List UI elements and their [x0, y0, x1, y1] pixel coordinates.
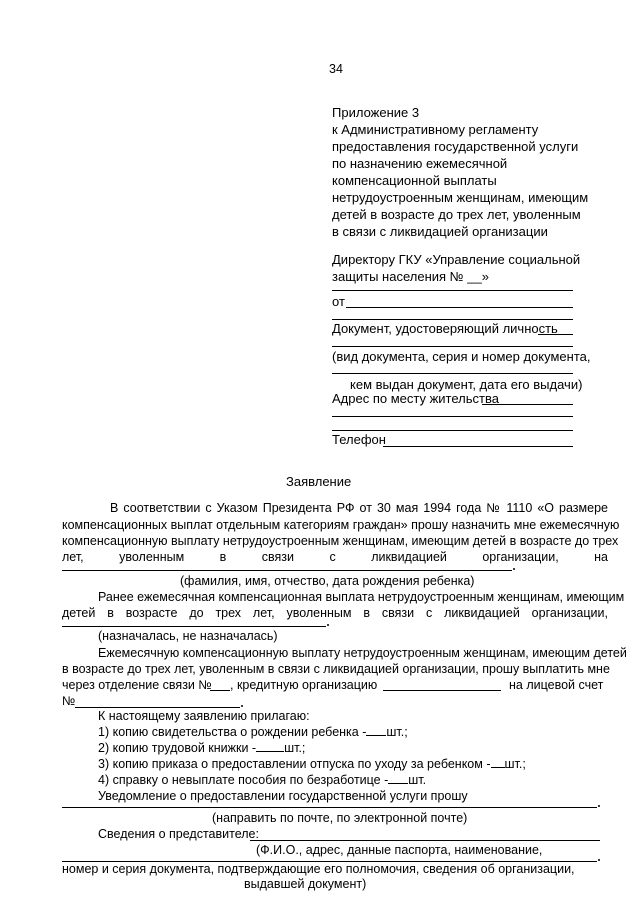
attachment-4-unit: шт.: [408, 773, 427, 787]
notification-label: Уведомление о предоставлении государственной услуги прошу: [98, 789, 468, 803]
representative-label: Сведения о представителе:: [98, 827, 259, 841]
paragraph-1-line-4: [62, 550, 608, 564]
post-office-label: через отделение связи №: [62, 678, 212, 692]
child-name-field-line: [62, 570, 512, 571]
attachment-2-text: 2) копию трудовой книжки -: [98, 741, 257, 755]
appendix-line: предоставления государственной услуги: [332, 139, 579, 154]
post-office-field-line: [210, 690, 230, 691]
period-mark: [241, 705, 243, 707]
paragraph-3-line-1: Ежемесячную компенсационную выплату нетрудоустроенным женщинам, имеющим детей: [98, 646, 627, 660]
representative-field-line: [250, 840, 600, 841]
word: с: [329, 550, 336, 564]
attachments-intro: К настоящему заявлению прилагаю:: [98, 709, 310, 723]
appendix-line: нетрудоустроенным женщинам, имеющим: [332, 190, 589, 205]
attachment-4-text: 4) справку о невыплате пособия по безработице -: [98, 773, 389, 787]
appendix-line: в связи с ликвидацией организации: [332, 224, 548, 239]
rule: [332, 346, 573, 347]
attachment-2: [98, 741, 305, 755]
page-number: 34: [329, 62, 343, 76]
attachment-2-unit: шт.;: [284, 741, 306, 755]
rule: [332, 290, 573, 291]
id-document-field-line: [538, 334, 573, 335]
word: связи: [261, 550, 294, 564]
attachment-1-count-line: [366, 725, 386, 736]
word: лет,: [62, 550, 84, 564]
notification-hint: (направить по почте, по электронной почте): [212, 811, 468, 825]
phone-field-line: [383, 446, 573, 447]
credit-org-field-line: [383, 690, 501, 691]
attachment-1-unit: шт.;: [386, 725, 408, 739]
word: в: [219, 550, 227, 564]
account-number-sign: №: [62, 694, 76, 708]
attachment-3-count-line: [491, 757, 505, 768]
period-mark: [598, 805, 600, 807]
addressee-line-2: защиты населения № __»: [332, 269, 489, 284]
credit-org-label: , кредитную организацию: [230, 678, 378, 692]
paragraph-3-line-2: в возрасте до трех лет, уволенным в связи с ликвидацией организации, прошу выплатить мне: [62, 662, 610, 676]
period-mark: [513, 568, 515, 570]
attachment-3-unit: шт.;: [504, 757, 526, 771]
attachment-3: [98, 757, 526, 771]
notification-field-line: [62, 807, 597, 808]
attachment-4-count-line: [388, 773, 408, 784]
paragraph-1-line-3: компенсационную выплату нетрудоустроенным женщинам, имеющим детей в возрасте до трех: [62, 534, 619, 548]
word: уволенным: [119, 550, 185, 564]
id-document-label: Документ, удостоверяющий личность: [332, 321, 558, 336]
appendix-title: Приложение 3: [332, 105, 420, 120]
from-label: от: [332, 294, 345, 309]
id-document-hint-2: кем выдан документ, дата его выдачи): [350, 377, 583, 392]
rule: [332, 319, 573, 320]
previous-payment-field-line: [62, 626, 326, 627]
appendix-block: [332, 104, 588, 240]
appendix-line: компенсационной выплаты: [332, 173, 497, 188]
id-document-hint-1: (вид документа, серия и номер документа,: [332, 349, 591, 364]
period-mark: [327, 624, 329, 626]
paragraph-1-line-1: В соответствии с Указом Президента РФ от 30 мая 1994 года № 1110 «О размере: [110, 501, 608, 515]
statement-title: Заявление: [286, 474, 352, 489]
attachment-4: [98, 773, 426, 787]
paragraph-1-line-2: компенсационных выплат отдельным категориям граждан» прошу назначить мне ежемесячную: [62, 518, 620, 532]
account-field-line: [75, 707, 240, 708]
period-mark: [598, 859, 600, 861]
rule: [332, 416, 573, 417]
word: на: [594, 550, 608, 564]
address-field-line: [482, 404, 573, 405]
appendix-line: к Административному регламенту: [332, 122, 539, 137]
representative-hint-2: номер и серия документа, подтверждающие его полномочия, сведения об организации,: [62, 862, 575, 876]
phone-label: Телефон: [332, 432, 386, 447]
rule: [332, 430, 573, 431]
representative-hint-1: (Ф.И.О., адрес, данные паспорта, наименование,: [256, 843, 543, 857]
rule: [332, 373, 573, 374]
attachment-2-count-line: [256, 741, 284, 752]
appendix-line: по назначению ежемесячной: [332, 156, 508, 171]
paragraph-2-line-2: детей в возрасте до трех лет, уволенным в связи с ликвидацией организации,: [62, 606, 608, 620]
word: ликвидацией: [371, 550, 447, 564]
address-label: Адрес по месту жительства: [332, 391, 499, 406]
from-field-line: [346, 307, 573, 308]
appendix-line: детей в возрасте до трех лет, уволенным: [332, 207, 581, 222]
previous-payment-hint: (назначалась, не назначалась): [98, 629, 278, 643]
word: организации,: [482, 550, 559, 564]
attachment-1-text: 1) копию свидетельства о рождении ребенка -: [98, 725, 367, 739]
child-name-hint: (фамилия, имя, отчество, дата рождения ребенка): [180, 574, 475, 588]
paragraph-2-line-1: Ранее ежемесячная компенсационная выплата нетрудоустроенным женщинам, имеющим: [98, 590, 625, 604]
representative-hint-3: выдавшей документ): [244, 877, 367, 891]
attachment-3-text: 3) копию приказа о предоставлении отпуска по уходу за ребенком -: [98, 757, 491, 771]
attachment-1: [98, 725, 408, 739]
addressee-line-1: Директору ГКУ «Управление социальной: [332, 252, 581, 267]
account-label: на лицевой счет: [509, 678, 604, 692]
